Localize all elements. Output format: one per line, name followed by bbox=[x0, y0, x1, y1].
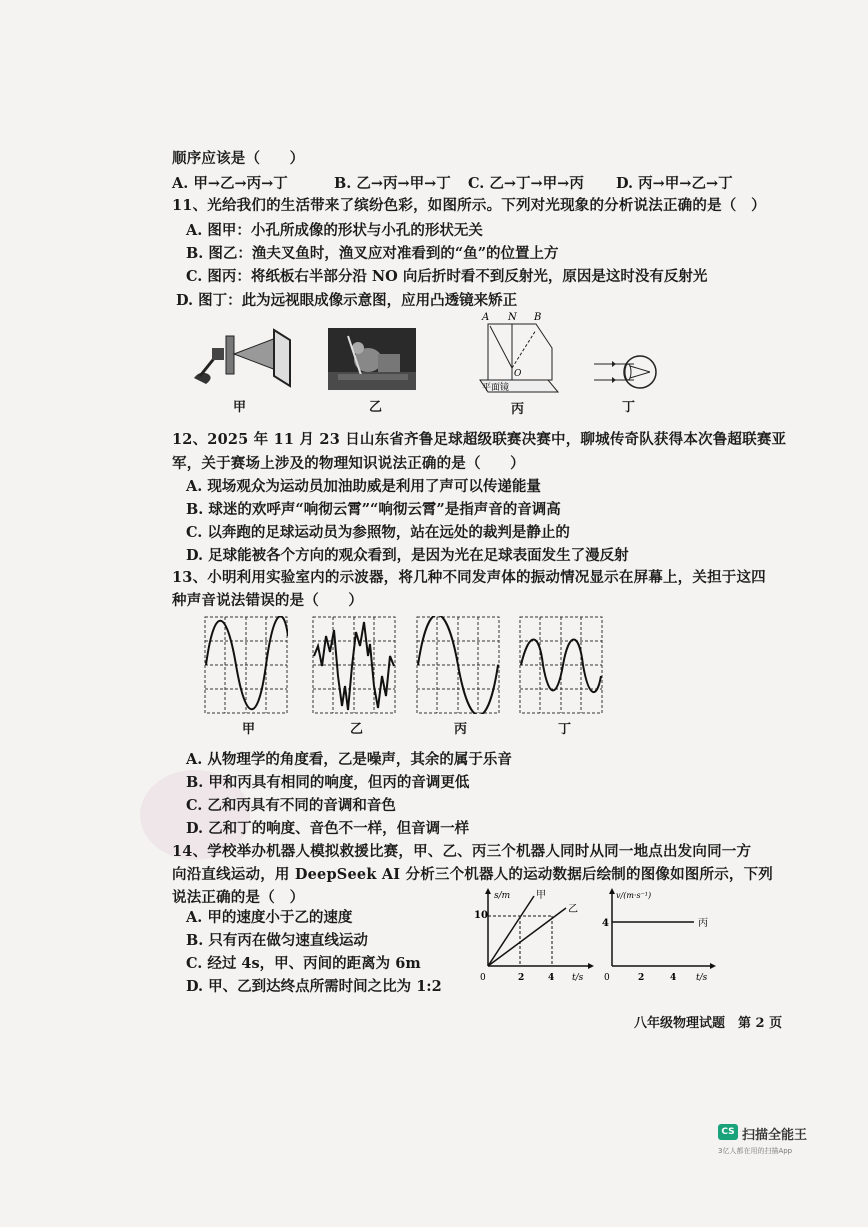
q14-option-b: B. 只有丙在做匀速直线运动 bbox=[186, 932, 368, 949]
st-ytick: 10 bbox=[474, 910, 488, 921]
q11-option-c: C. 图丙：将纸板右半部分沿 NO 向后折时看不到反射光，原因是这时没有反射光 bbox=[186, 268, 708, 285]
q11-option-a: A. 图甲：小孔所成像的形状与小孔的形状无关 bbox=[186, 222, 483, 239]
q14-option-c: C. 经过 4s，甲、丙间的距离为 6m bbox=[186, 955, 421, 972]
st-line-jia-label: 甲 bbox=[536, 890, 546, 901]
wave-ding bbox=[519, 616, 603, 714]
reflection-board-figure bbox=[478, 306, 560, 398]
wave-yi bbox=[312, 616, 396, 714]
q13-option-d: D. 乙和丁的响度、音色不一样，但音调一样 bbox=[186, 820, 470, 837]
st-ylabel: s/m bbox=[494, 891, 511, 901]
fig11-label-ding: 丁 bbox=[622, 400, 636, 415]
st-graph bbox=[474, 886, 594, 982]
q12-option-a: A. 现场观众为运动员加油助威是利用了声可以传递能量 bbox=[186, 478, 541, 495]
q10-option-c: C. 乙→丁→甲→丙 bbox=[468, 175, 584, 192]
q11-option-b: B. 图乙：渔夫叉鱼时，渔叉应对准看到的“鱼”的位置上方 bbox=[186, 245, 559, 262]
vt-ylabel: v/(m·s⁻¹) bbox=[616, 891, 652, 900]
fig13-label-bing: 丙 bbox=[454, 722, 468, 737]
q12-option-c: C. 以奔跑的足球运动员为参照物，站在远处的裁判是静止的 bbox=[186, 524, 570, 541]
q14-option-a: A. 甲的速度小于乙的速度 bbox=[186, 909, 353, 926]
vt-xtick-2: 2 bbox=[638, 973, 645, 982]
vt-line-label: 丙 bbox=[698, 918, 708, 929]
q10-option-a: A. 甲→乙→丙→丁 bbox=[172, 175, 288, 192]
q13-option-b: B. 甲和丙具有相同的响度，但丙的音调更低 bbox=[186, 774, 470, 791]
q14-option-d: D. 甲、乙到达终点所需时间之比为 1:2 bbox=[186, 978, 442, 995]
q14-stem-1: 14、学校举办机器人模拟救援比赛，甲、乙、丙三个机器人同时从同一地点出发向同一方 bbox=[172, 843, 752, 860]
pinhole-figure bbox=[186, 326, 296, 392]
q13-stem-2: 种声音说法错误的是（ ） bbox=[172, 592, 364, 609]
st-xtick-2: 2 bbox=[518, 973, 525, 982]
mirror-label: 平面镜 bbox=[482, 383, 510, 393]
vt-xtick-4: 4 bbox=[670, 973, 677, 982]
line-jia bbox=[488, 896, 534, 966]
q14-stem-2: 向沿直线运动，用 DeepSeek AI 分析三个机器人的运动数据后绘制的图像如图所示，下列 bbox=[172, 866, 774, 883]
label-o: O bbox=[514, 369, 522, 379]
q12-option-b: B. 球迷的欢呼声“响彻云霄”“响彻云霄”是指声音的音调高 bbox=[186, 501, 561, 518]
camscanner-logo-icon: CS bbox=[718, 1124, 738, 1140]
fig11-label-jia: 甲 bbox=[233, 400, 247, 415]
camscanner-name: 扫描全能王 bbox=[742, 1128, 808, 1143]
fig13-label-jia: 甲 bbox=[242, 722, 256, 737]
q11-option-d: D. 图丁：此为远视眼成像示意图，应用凸透镜来矫正 bbox=[176, 292, 518, 309]
wave-bing bbox=[416, 616, 500, 714]
fig13-label-yi: 乙 bbox=[350, 722, 364, 737]
st-xlabel: t/s bbox=[572, 973, 584, 982]
st-xtick-4: 4 bbox=[548, 973, 555, 982]
vt-origin: 0 bbox=[604, 973, 610, 982]
q12-stem-1: 12、2025 年 11 月 23 日山东省齐鲁足球超级联赛决赛中，聊城传奇队获得本次鲁超联赛亚 bbox=[172, 431, 787, 448]
q10-option-b: B. 乙→丙→甲→丁 bbox=[334, 175, 451, 192]
vt-ytick: 4 bbox=[602, 918, 609, 929]
label-a: A bbox=[482, 312, 490, 323]
vt-xlabel: t/s bbox=[696, 973, 708, 982]
q13-option-c: C. 乙和丙具有不同的音调和音色 bbox=[186, 797, 396, 814]
q14-stem-3: 说法正确的是（ ） bbox=[172, 889, 305, 906]
q13-option-a: A. 从物理学的角度看，乙是噪声，其余的属于乐音 bbox=[186, 751, 512, 768]
st-origin: 0 bbox=[480, 973, 486, 982]
eye-diagram bbox=[594, 354, 658, 390]
label-n: N bbox=[508, 312, 517, 323]
q11-stem: 11、光给我们的生活带来了缤纷色彩，如图所示。下列对光现象的分析说法正确的是（ ） bbox=[172, 197, 766, 214]
fig11-label-bing: 丙 bbox=[511, 402, 525, 417]
fig11-label-yi: 乙 bbox=[369, 400, 383, 415]
vt-graph bbox=[598, 886, 718, 982]
fishing-photo bbox=[328, 328, 416, 390]
label-b: B bbox=[534, 312, 542, 323]
q10-tail: 顺序应该是（ ） bbox=[172, 150, 305, 167]
q10-option-d: D. 丙→甲→乙→丁 bbox=[616, 175, 733, 192]
camscanner-tagline: 3亿人都在用的扫描App bbox=[718, 1147, 793, 1155]
st-line-yi-label: 乙 bbox=[568, 904, 578, 915]
q12-option-d: D. 足球能被各个方向的观众看到，是因为光在足球表面发生了漫反射 bbox=[186, 547, 629, 564]
q13-stem-1: 13、小明利用实验室内的示波器，将几种不同发声体的振动情况显示在屏幕上，关担于这四 bbox=[172, 569, 766, 586]
line-yi bbox=[488, 908, 566, 966]
page-footer: 八年级物理试题 第 2 页 bbox=[634, 1016, 783, 1031]
wave-jia bbox=[204, 616, 288, 714]
q12-stem-2: 军，关于赛场上涉及的物理知识说法正确的是（ ） bbox=[172, 455, 525, 472]
fig13-label-ding: 丁 bbox=[558, 722, 572, 737]
